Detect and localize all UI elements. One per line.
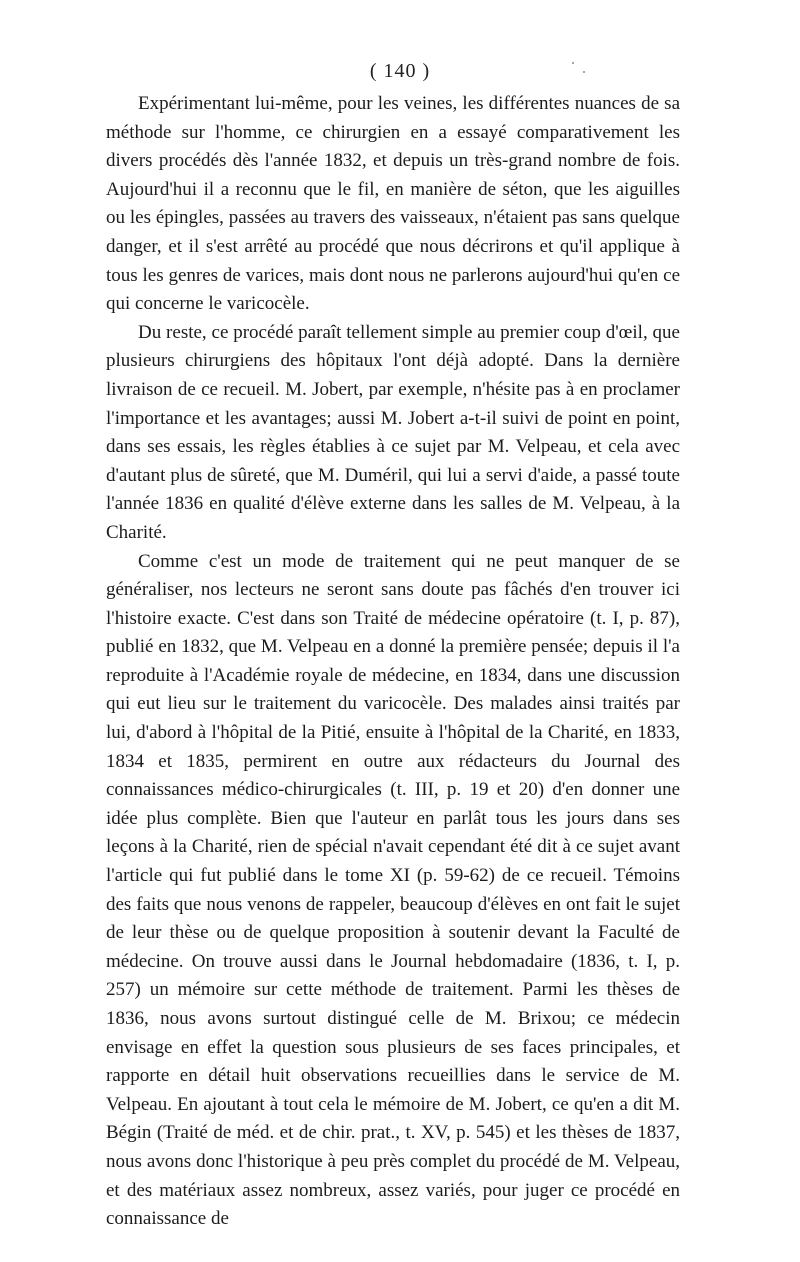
body-text [106,90,680,1234]
ink-speck [583,71,585,73]
paragraph-1: Expérimentant lui-même, pour les veines, les différentes nuances de sa méthode sur l'homme, ce chirurgien en a essayé comparativement les divers procédés dès l'année 1832, et depuis un très-grand nombre de fois. Aujourd'hui il a reconnu que le fil, en manière de séton, que les aiguilles ou les épingles, passées au travers des vaisseaux, n'étaient pas sans quelque danger, et il s'est arrêté au procédé que nous décrirons et qu'il applique à tous les genres de varices, mais dont nous ne parlerons aujourd'hui qu'en ce qui concerne le varicocèle. [106,93,680,315]
paragraph-3: Comme c'est un mode de traitement qui ne peut manquer de se généraliser, nos lecteurs ne seront sans doute pas fâchés d'en trouver ici l'histoire exacte. C'est dans son Traité de médecine opératoire (t. I, p. 87), publié en 1832, que M. Velpeau en a donné la première pensée; depuis il l'a reproduite à l'Académie royale de médecine, en 1834, dans une discussion qui eut lieu sur le traitement du varicocèle. Des malades ainsi traités par lui, d'abord à l'hôpital de la Pitié, ensuite à l'hôpital de la Charité, en 1833, 1834 et 1835, permirent en outre aux rédacteurs du Journal des connaissances médico-chirurgicales (t. III, p. 19 et 20) d'en donner une idée plus complète. Bien que l'auteur en parlât tous les jours dans ses leçons à la Charité, rien de spécial n'avait cependant été dit à ce sujet avant l'article qui fut publié dans le tome XI (p. 59-62) de ce recueil. Témoins des faits que nous venons de rappeler, beaucoup d'élèves en ont fait le sujet de leur thèse ou de quelque proposition à soutenir devant la Faculté de médecine. On trouve aussi dans le Journal hebdomadaire (1836, t. I, p. 257) un mémoire sur cette méthode de traitement. Parmi les thèses de 1836, nous avons surtout distingué celle de M. Brixou; ce médecin envisage en effet la question sous plusieurs de ses faces principales, et rapporte en détail huit observations recueillies dans le service de M. Velpeau. En ajoutant à tout cela le mémoire de M. Jobert, ce qu'en a dit M. Bégin (Traité de méd. et de chir. prat., t. XV, p. 545) et les thèses de 1837, nous avons donc l'historique à peu près complet du procédé de M. Velpeau, et des matériaux assez nombreux, assez variés, pour juger ce procédé en connaissance de [106,550,680,1230]
page-number: ( 140 ) [369,60,431,82]
ink-speck [572,62,574,64]
paragraph-2: Du reste, ce procédé paraît tellement simple au premier coup d'œil, que plusieurs chirurgiens des hôpitaux l'ont déjà adopté. Dans la dernière livraison de ce recueil. M. Jobert, par exemple, n'hésite pas à en proclamer l'importance et les avantages; aussi M. Jobert a-t-il suivi de point en point, dans ses essais, les règles établies à ce sujet par M. Velpeau, et cela avec d'autant plus de sûreté, que M. Duméril, qui lui a servi d'aide, a passé toute l'année 1836 en qualité d'élève externe dans les salles de M. Velpeau, à la Charité. [106,321,680,543]
